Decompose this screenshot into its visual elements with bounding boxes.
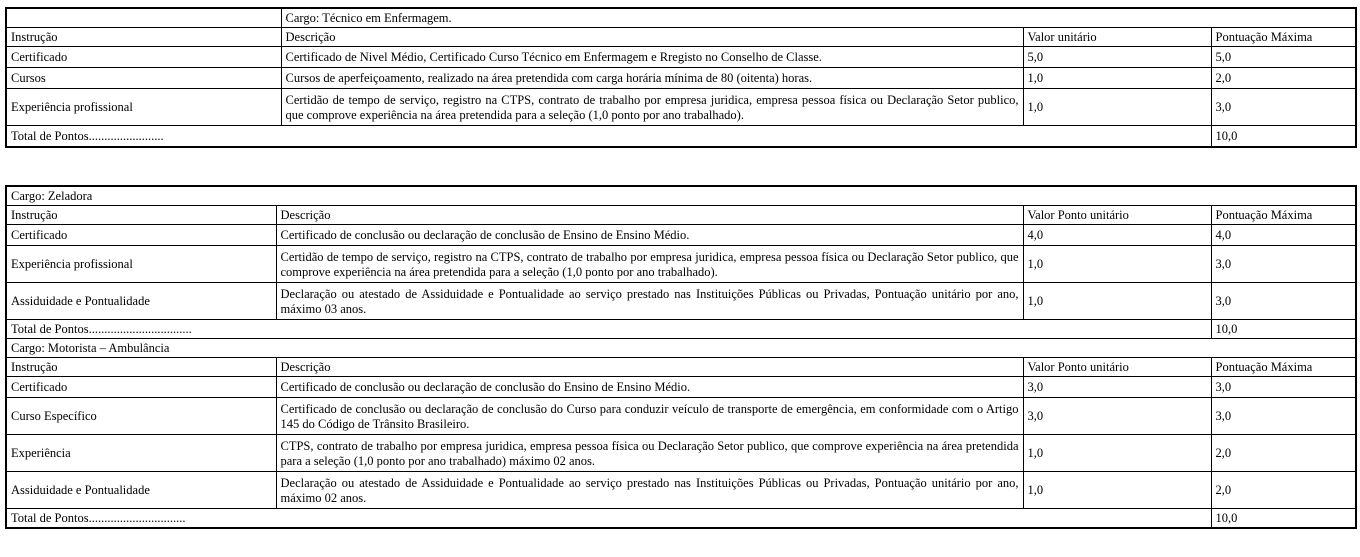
total-row xyxy=(6,126,1356,148)
cell-instrucao: Experiência profissional xyxy=(6,246,276,283)
table-row xyxy=(6,283,1356,320)
cargo-title: Cargo: Técnico em Enfermagem. xyxy=(281,8,1356,28)
header-descricao: Descrição xyxy=(276,206,1023,225)
cell-instrucao: Curso Específico xyxy=(6,398,276,435)
cell-pontuacao: 2,0 xyxy=(1211,472,1356,509)
header-valor: Valor unitário xyxy=(1023,28,1211,47)
cell-instrucao: Assiduidade e Pontualidade xyxy=(6,283,276,320)
cell-instrucao: Experiência profissional xyxy=(6,89,281,126)
cell-instrucao: Experiência xyxy=(6,435,276,472)
header-pontuacao: Pontuação Máxima xyxy=(1211,358,1356,377)
cell-descricao: Certidão de tempo de serviço, registro na CTPS, contrato de trabalho por empresa juridica, empresa pessoa física ou Declaração Setor publico, que comprove experiência na área pretendida para a seleção (1,0 ponto por ano trabalhado). xyxy=(281,89,1023,126)
total-label: Total de Pontos................................. xyxy=(6,320,1211,339)
cell-pontuacao: 5,0 xyxy=(1211,47,1356,68)
table-tecnico-enfermagem xyxy=(5,7,1357,148)
cell-descricao: Cursos de aperfeiçoamento, realizado na área pretendida com carga horária mínima de 80 (oitenta) horas. xyxy=(281,68,1023,89)
cell-valor: 1,0 xyxy=(1023,246,1211,283)
blank-cell xyxy=(6,8,281,28)
cell-descricao: Certificado de conclusão ou declaração de conclusão de Ensino de Ensino Médio. xyxy=(276,225,1023,246)
header-instrucao: Instrução xyxy=(6,206,276,225)
cell-valor: 3,0 xyxy=(1023,377,1211,398)
header-instrucao: Instrução xyxy=(6,28,281,47)
cell-pontuacao: 3,0 xyxy=(1211,89,1356,126)
cargo-title: Cargo: Motorista – Ambulância xyxy=(6,339,1356,358)
header-pontuacao: Pontuação Máxima xyxy=(1211,28,1356,47)
cell-valor: 1,0 xyxy=(1023,283,1211,320)
cell-descricao: CTPS, contrato de trabalho por empresa juridica, empresa pessoa física ou Declaração Setor publico, que comprove experiência na área pretendida para a seleção (1,0 ponto por ano trabalhado) máximo 02 anos. xyxy=(276,435,1023,472)
table-row xyxy=(6,89,1356,126)
header-valor: Valor Ponto unitário xyxy=(1023,358,1211,377)
cell-pontuacao: 4,0 xyxy=(1211,225,1356,246)
header-descricao: Descrição xyxy=(276,358,1023,377)
cell-descricao: Certificado de conclusão ou declaração de conclusão do Curso para conduzir veículo de transporte de emergência, em conformidade com o Artigo 145 do Código de Trânsito Brasileiro. xyxy=(276,398,1023,435)
cargo-row xyxy=(6,8,1356,28)
cell-pontuacao: 3,0 xyxy=(1211,398,1356,435)
total-value: 10,0 xyxy=(1211,126,1356,148)
cell-descricao: Declaração ou atestado de Assiduidade e Pontualidade ao serviço prestado nas Instituições Públicas ou Privadas, Pontuação unitário por ano, máximo 02 anos. xyxy=(276,472,1023,509)
total-label: Total de Pontos............................... xyxy=(6,509,1211,529)
cell-valor: 4,0 xyxy=(1023,225,1211,246)
header-row xyxy=(6,28,1356,47)
table-zeladora-motorista xyxy=(5,185,1357,529)
cell-descricao: Certificado de Nivel Médio, Certificado Curso Técnico em Enfermagem e Rregisto no Conselho de Classe. xyxy=(281,47,1023,68)
cell-valor: 3,0 xyxy=(1023,398,1211,435)
cell-valor: 1,0 xyxy=(1023,68,1211,89)
header-row xyxy=(6,206,1356,225)
cell-descricao: Declaração ou atestado de Assiduidade e Pontualidade ao serviço prestado nas Instituições Públicas ou Privadas, Pontuação unitário por ano, máximo 03 anos. xyxy=(276,283,1023,320)
table-row xyxy=(6,68,1356,89)
cell-instrucao: Certificado xyxy=(6,377,276,398)
cell-pontuacao: 3,0 xyxy=(1211,377,1356,398)
cargo-title: Cargo: Zeladora xyxy=(6,186,1356,206)
cell-descricao: Certificado de conclusão ou declaração de conclusão do Ensino de Ensino Médio. xyxy=(276,377,1023,398)
cargo-row xyxy=(6,339,1356,358)
cell-pontuacao: 3,0 xyxy=(1211,283,1356,320)
total-label: Total de Pontos........................ xyxy=(6,126,1211,148)
table-row xyxy=(6,225,1356,246)
cell-valor: 1,0 xyxy=(1023,435,1211,472)
table-row xyxy=(6,398,1356,435)
cell-valor: 1,0 xyxy=(1023,89,1211,126)
cell-pontuacao: 3,0 xyxy=(1211,246,1356,283)
table-row xyxy=(6,472,1356,509)
cell-pontuacao: 2,0 xyxy=(1211,68,1356,89)
cell-instrucao: Assiduidade e Pontualidade xyxy=(6,472,276,509)
total-row xyxy=(6,320,1356,339)
header-row xyxy=(6,358,1356,377)
header-descricao: Descrição xyxy=(281,28,1023,47)
header-valor: Valor Ponto unitário xyxy=(1023,206,1211,225)
total-row xyxy=(6,509,1356,529)
table-row xyxy=(6,435,1356,472)
table-row xyxy=(6,47,1356,68)
total-value: 10,0 xyxy=(1211,509,1356,529)
cell-instrucao: Certificado xyxy=(6,225,276,246)
cell-valor: 5,0 xyxy=(1023,47,1211,68)
total-value: 10,0 xyxy=(1211,320,1356,339)
header-pontuacao: Pontuação Máxima xyxy=(1211,206,1356,225)
cell-valor: 1,0 xyxy=(1023,472,1211,509)
table-row xyxy=(6,246,1356,283)
cell-descricao: Certidão de tempo de serviço, registro na CTPS, contrato de trabalho por empresa juridica, empresa pessoa física ou Declaração Setor publico, que comprove experiência na área pretendida para a seleção (1,0 ponto por ano trabalhado). xyxy=(276,246,1023,283)
cell-instrucao: Cursos xyxy=(6,68,281,89)
table-row xyxy=(6,377,1356,398)
cell-pontuacao: 2,0 xyxy=(1211,435,1356,472)
cargo-row xyxy=(6,186,1356,206)
cell-instrucao: Certificado xyxy=(6,47,281,68)
header-instrucao: Instrução xyxy=(6,358,276,377)
